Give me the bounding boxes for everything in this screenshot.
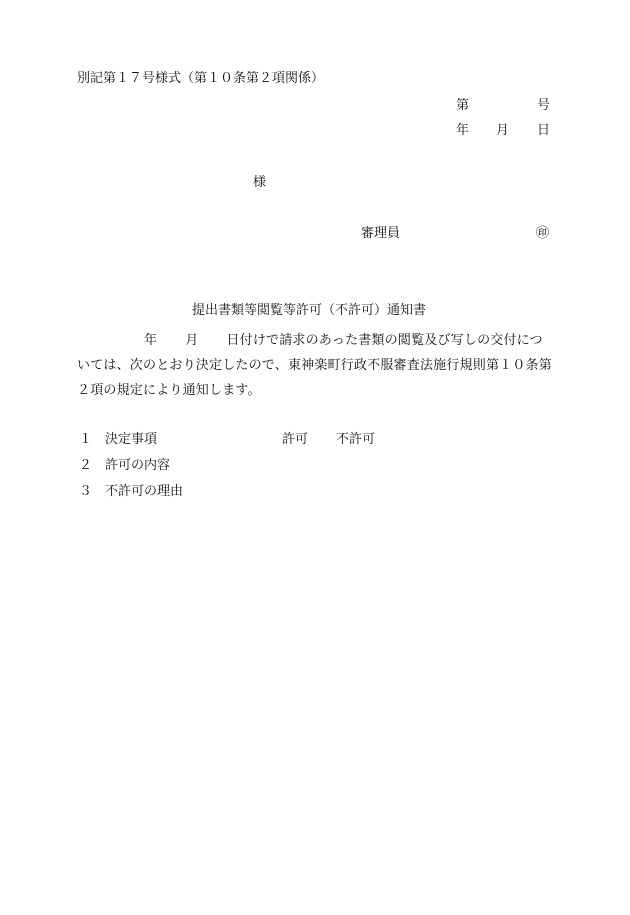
decision-option-deny: 不許可 [336, 432, 376, 447]
number-suffix: 号 [537, 98, 551, 113]
number-prefix: 第 [456, 98, 470, 113]
item-number-3: ３ [79, 484, 93, 499]
body-month: 月 [185, 333, 199, 348]
item-number-1: １ [79, 432, 93, 447]
seal-mark: ㊞ [536, 226, 550, 241]
body-paragraph [77, 328, 553, 403]
date-day: 日 [537, 123, 551, 138]
item-label-2: 許可の内容 [105, 458, 171, 473]
document-title: 提出書類等閲覧等許可（不許可）通知書 [192, 303, 427, 318]
examiner-title: 審理員 [361, 226, 401, 241]
body-year: 年 [144, 333, 158, 348]
item-label-1: 決定事項 [105, 432, 158, 447]
item-number-2: ２ [79, 458, 93, 473]
body-text: 日付けで請求のあった書類の閲覧及び写しの交付については、次のとおり決定したので、東神楽町行政不服審査法施行規則第１０条第２項の規定により通知します。 [77, 333, 552, 398]
date-month: 月 [496, 123, 510, 138]
decision-option-permit: 許可 [282, 432, 309, 447]
date-year: 年 [456, 123, 470, 138]
form-header: 別記第１７号様式（第１０条第２項関係） [77, 71, 325, 86]
item-label-3: 不許可の理由 [105, 484, 184, 499]
addressee-suffix: 様 [253, 175, 267, 190]
